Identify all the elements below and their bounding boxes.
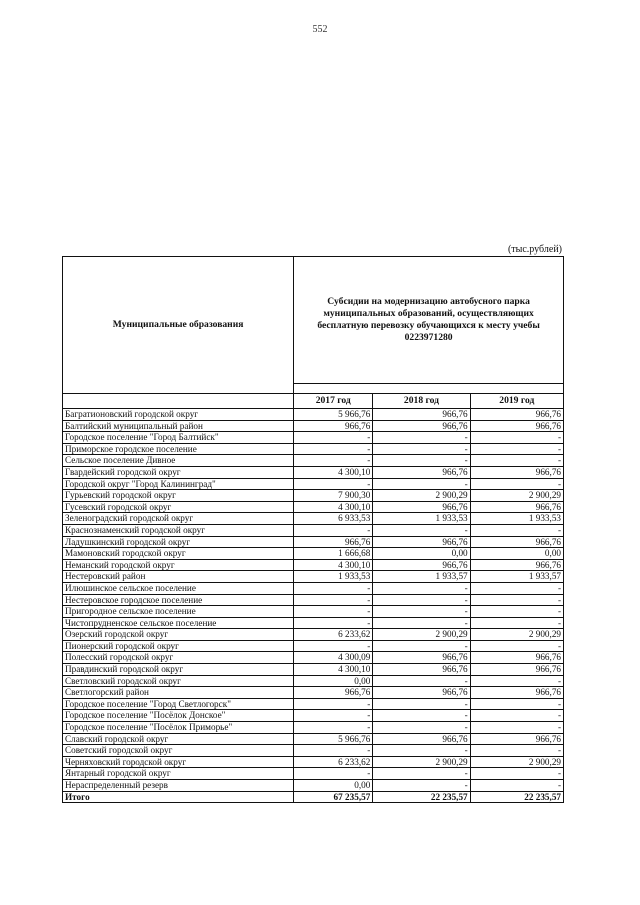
- municipality-name: Гвардейский городской округ: [63, 466, 294, 478]
- table-row: [63, 606, 564, 618]
- value-2017: -: [294, 745, 373, 757]
- value-2017: 966,76: [294, 687, 373, 699]
- value-2019: -: [470, 698, 563, 710]
- value-2017: 6 233,62: [294, 756, 373, 768]
- header-municipalities: Муниципальные образования: [63, 257, 294, 394]
- value-2017: 7 900,30: [294, 490, 373, 502]
- value-2019: 966,76: [470, 420, 563, 432]
- value-2018: -: [373, 455, 470, 467]
- table-row: [63, 664, 564, 676]
- municipality-name: Пионерский городской округ: [63, 640, 294, 652]
- value-2018: 2 900,29: [373, 629, 470, 641]
- table-row: [63, 548, 564, 560]
- table-row: [63, 768, 564, 780]
- value-2017: 1 666,68: [294, 548, 373, 560]
- value-2017: 4 300,10: [294, 501, 373, 513]
- municipality-name: Советский городской округ: [63, 745, 294, 757]
- value-2018: -: [373, 768, 470, 780]
- municipality-name: Нераспределенный резерв: [63, 780, 294, 792]
- municipality-name: Мамоновский городской округ: [63, 548, 294, 560]
- municipality-name: Янтарный городской округ: [63, 768, 294, 780]
- value-2017: 0,00: [294, 675, 373, 687]
- value-2018: 2 900,29: [373, 756, 470, 768]
- municipality-name: Гурьевский городской округ: [63, 490, 294, 502]
- table-row: [63, 466, 564, 478]
- value-2018: 0,00: [373, 548, 470, 560]
- value-2019: 966,76: [470, 664, 563, 676]
- value-2019: -: [470, 768, 563, 780]
- value-2017: 5 966,76: [294, 409, 373, 421]
- value-2018: 966,76: [373, 466, 470, 478]
- table-row: [63, 780, 564, 792]
- municipality-name: Сельское поселение Дивное: [63, 455, 294, 467]
- value-2018: -: [373, 698, 470, 710]
- value-2018: 1 933,53: [373, 513, 470, 525]
- value-2017: 0,00: [294, 780, 373, 792]
- table-row: [63, 559, 564, 571]
- value-2017: 4 300,10: [294, 466, 373, 478]
- table-body: [63, 409, 564, 792]
- value-2017: 5 966,76: [294, 733, 373, 745]
- municipality-name: Городское поселение "Посёлок Приморье": [63, 722, 294, 734]
- municipality-name: Илюшинское сельское поселение: [63, 582, 294, 594]
- table-row: [63, 722, 564, 734]
- table-row: [63, 698, 564, 710]
- value-2017: 4 300,10: [294, 559, 373, 571]
- value-2017: -: [294, 722, 373, 734]
- value-2018: 966,76: [373, 652, 470, 664]
- table-row: [63, 745, 564, 757]
- value-2019: 2 900,29: [470, 756, 563, 768]
- table-row: [63, 571, 564, 583]
- value-2019: 966,76: [470, 687, 563, 699]
- value-2019: -: [470, 617, 563, 629]
- value-2018: -: [373, 443, 470, 455]
- table-row: [63, 756, 564, 768]
- table-row: [63, 687, 564, 699]
- value-2019: -: [470, 675, 563, 687]
- municipality-name: Правдинский городской округ: [63, 664, 294, 676]
- value-2018: 966,76: [373, 687, 470, 699]
- value-2017: -: [294, 710, 373, 722]
- value-2019: -: [470, 745, 563, 757]
- value-2017: 966,76: [294, 536, 373, 548]
- table-row: [63, 420, 564, 432]
- municipality-name: Городское поселение "Посёлок Донское": [63, 710, 294, 722]
- value-2019: -: [470, 478, 563, 490]
- table-row: [63, 432, 564, 444]
- value-2017: -: [294, 524, 373, 536]
- value-2019: -: [470, 640, 563, 652]
- value-2017: 6 233,62: [294, 629, 373, 641]
- value-2018: 966,76: [373, 733, 470, 745]
- value-2019: -: [470, 524, 563, 536]
- value-2017: 6 933,53: [294, 513, 373, 525]
- table-row: [63, 524, 564, 536]
- value-2019: -: [470, 710, 563, 722]
- value-2017: -: [294, 455, 373, 467]
- units-label: (тыс.рублей): [507, 244, 562, 255]
- value-2017: -: [294, 617, 373, 629]
- subsidy-table: [62, 256, 564, 803]
- header-year-2017: 2017 год: [294, 394, 373, 409]
- municipality-name: Чистопрудненское сельское поселение: [63, 617, 294, 629]
- value-2018: 1 933,57: [373, 571, 470, 583]
- header-spacer: [294, 383, 564, 393]
- value-2018: 2 900,29: [373, 490, 470, 502]
- value-2018: 966,76: [373, 536, 470, 548]
- municipality-name: Багратионовский городской округ: [63, 409, 294, 421]
- value-2019: 966,76: [470, 733, 563, 745]
- value-2018: -: [373, 582, 470, 594]
- header-year-2018: 2018 год: [373, 394, 470, 409]
- table-row: [63, 652, 564, 664]
- municipality-name: Неманский городской округ: [63, 559, 294, 571]
- value-2019: 966,76: [470, 466, 563, 478]
- value-2019: 0,00: [470, 548, 563, 560]
- value-2019: 966,76: [470, 409, 563, 421]
- value-2018: -: [373, 617, 470, 629]
- table-row: [63, 629, 564, 641]
- header-subsidy-title: Субсидии на модернизацию автобусного парка муниципальных образований, осуществляющих бесплатную перевозку обучающихся к месту учебы 0223971280: [294, 257, 564, 384]
- municipality-name: Славский городской округ: [63, 733, 294, 745]
- value-2018: -: [373, 524, 470, 536]
- table-row: [63, 478, 564, 490]
- value-2018: 966,76: [373, 420, 470, 432]
- municipality-name: Озерский городской округ: [63, 629, 294, 641]
- total-row: [63, 791, 564, 803]
- value-2019: -: [470, 432, 563, 444]
- table-row: [63, 536, 564, 548]
- table-row: [63, 490, 564, 502]
- municipality-name: Городское поселение "Город Светлогорск": [63, 698, 294, 710]
- value-2017: -: [294, 640, 373, 652]
- value-2018: -: [373, 606, 470, 618]
- value-2019: -: [470, 443, 563, 455]
- value-2019: 966,76: [470, 559, 563, 571]
- municipality-name: Городское поселение "Город Балтийск": [63, 432, 294, 444]
- total-2017: 67 235,57: [294, 791, 373, 803]
- value-2019: -: [470, 582, 563, 594]
- table-row: [63, 455, 564, 467]
- value-2017: -: [294, 606, 373, 618]
- table-row: [63, 409, 564, 421]
- value-2019: 1 933,53: [470, 513, 563, 525]
- total-2018: 22 235,57: [373, 791, 470, 803]
- value-2017: 1 933,53: [294, 571, 373, 583]
- table-row: [63, 594, 564, 606]
- value-2019: 966,76: [470, 652, 563, 664]
- municipality-name: Городской округ "Город Калининград": [63, 478, 294, 490]
- page-number: 552: [312, 24, 328, 35]
- table-row: [63, 501, 564, 513]
- value-2018: -: [373, 780, 470, 792]
- table-row: [63, 710, 564, 722]
- value-2018: -: [373, 478, 470, 490]
- total-2019: 22 235,57: [470, 791, 563, 803]
- municipality-name: Ладушкинский городской округ: [63, 536, 294, 548]
- header-year-2019: 2019 год: [470, 394, 563, 409]
- municipality-name: Пригородное сельское поселение: [63, 606, 294, 618]
- total-label: Итого: [63, 791, 294, 803]
- municipality-name: Светловский городской округ: [63, 675, 294, 687]
- value-2019: -: [470, 606, 563, 618]
- value-2017: -: [294, 768, 373, 780]
- header-blank: [63, 394, 294, 409]
- value-2018: -: [373, 722, 470, 734]
- municipality-name: Светлогорский район: [63, 687, 294, 699]
- value-2019: -: [470, 722, 563, 734]
- value-2018: -: [373, 594, 470, 606]
- value-2017: 4 300,10: [294, 664, 373, 676]
- value-2017: -: [294, 582, 373, 594]
- municipality-name: Полесский городской округ: [63, 652, 294, 664]
- value-2018: -: [373, 432, 470, 444]
- table-row: [63, 582, 564, 594]
- value-2018: -: [373, 745, 470, 757]
- table-row: [63, 640, 564, 652]
- municipality-name: Приморское городское поселение: [63, 443, 294, 455]
- value-2019: 2 900,29: [470, 629, 563, 641]
- value-2019: 2 900,29: [470, 490, 563, 502]
- value-2018: -: [373, 640, 470, 652]
- table-row: [63, 675, 564, 687]
- table-row: [63, 617, 564, 629]
- value-2018: -: [373, 675, 470, 687]
- value-2017: -: [294, 698, 373, 710]
- value-2018: -: [373, 710, 470, 722]
- value-2017: -: [294, 594, 373, 606]
- value-2018: 966,76: [373, 559, 470, 571]
- value-2017: -: [294, 443, 373, 455]
- municipality-name: Нестеровское городское поселение: [63, 594, 294, 606]
- table-row: [63, 733, 564, 745]
- value-2018: 966,76: [373, 409, 470, 421]
- value-2017: 966,76: [294, 420, 373, 432]
- value-2019: -: [470, 780, 563, 792]
- municipality-name: Черняховский городской округ: [63, 756, 294, 768]
- municipality-name: Нестеровский район: [63, 571, 294, 583]
- value-2017: 4 300,09: [294, 652, 373, 664]
- value-2018: 966,76: [373, 664, 470, 676]
- value-2019: 966,76: [470, 536, 563, 548]
- value-2019: -: [470, 594, 563, 606]
- municipality-name: Гусевский городской округ: [63, 501, 294, 513]
- municipality-name: Краснознаменский городской округ: [63, 524, 294, 536]
- value-2018: 966,76: [373, 501, 470, 513]
- value-2019: 1 933,57: [470, 571, 563, 583]
- value-2019: -: [470, 455, 563, 467]
- value-2019: 966,76: [470, 501, 563, 513]
- municipality-name: Балтийский муниципальный район: [63, 420, 294, 432]
- municipality-name: Зеленоградский городской округ: [63, 513, 294, 525]
- table-row: [63, 513, 564, 525]
- value-2017: -: [294, 432, 373, 444]
- value-2017: -: [294, 478, 373, 490]
- table-row: [63, 443, 564, 455]
